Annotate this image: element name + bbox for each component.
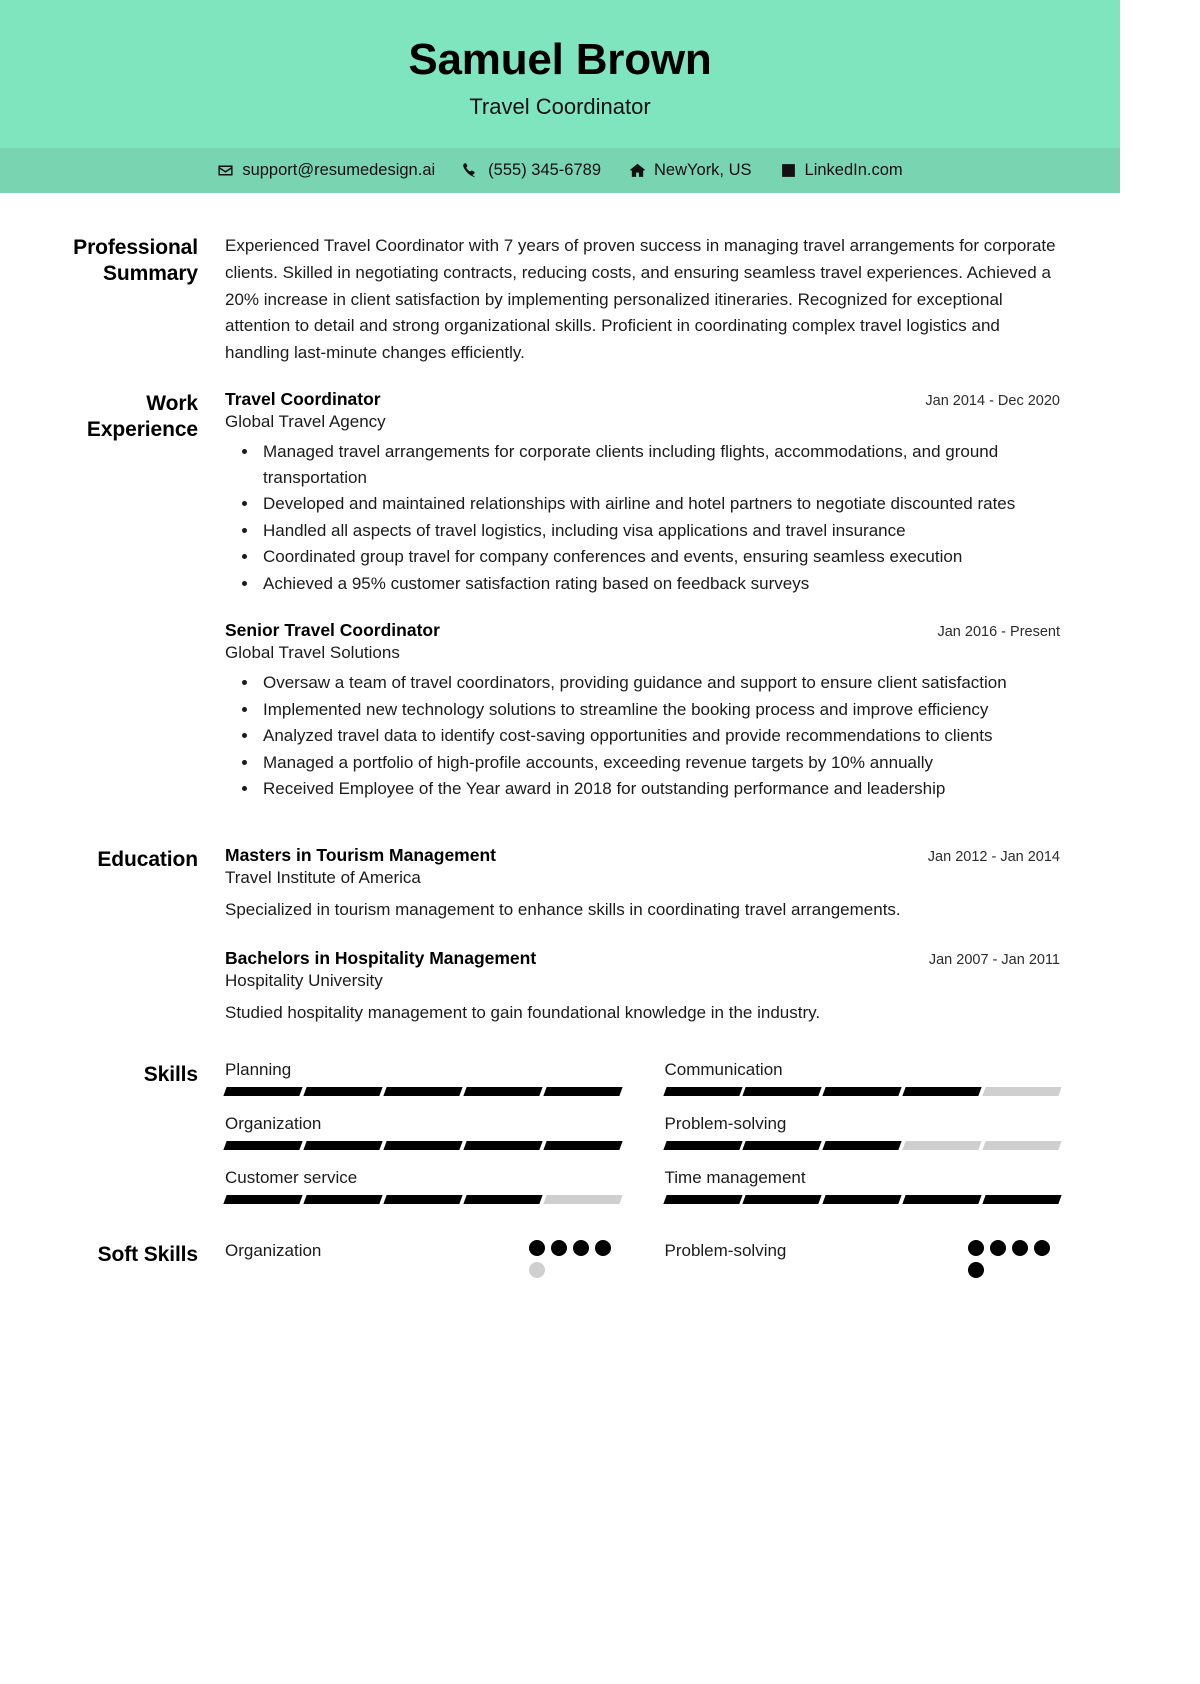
soft-skill-dot [1012, 1240, 1028, 1256]
education-entry [225, 845, 1060, 923]
skill-item [665, 1168, 1061, 1204]
skill-level-segment [982, 1195, 1061, 1204]
soft-skill-dot [573, 1240, 589, 1256]
skill-level-segment [543, 1141, 622, 1150]
skill-level-segment [383, 1195, 462, 1204]
soft-skill-rating [968, 1240, 1060, 1278]
education-dates: Jan 2012 - Jan 2014 [927, 848, 1060, 865]
contact-linkedin-text: LinkedIn.com [804, 160, 903, 179]
education-body [225, 845, 1060, 1026]
work-bullet: • Managed travel arrangements for corporate clients including flights, accommodations, and ground transportation [259, 439, 1060, 490]
skill-level-bar [225, 1195, 621, 1204]
skill-level-segment [223, 1195, 302, 1204]
envelope-icon [217, 162, 234, 179]
section-label-soft-skills: Soft Skills [97, 1242, 198, 1266]
contact-phone-text: (555) 345-6789 [488, 160, 602, 179]
resume-content [0, 193, 1120, 1324]
summary-body [225, 233, 1060, 367]
skill-level-segment [982, 1087, 1061, 1096]
soft-skill-dot [968, 1240, 984, 1256]
skill-name: Organization [225, 1113, 322, 1133]
work-bullet: • Received Employee of the Year award in 2018 for outstanding performance and leadership [259, 776, 1060, 802]
resume-header [0, 0, 1120, 148]
skills-grid [225, 1060, 1060, 1204]
skill-level-segment [663, 1195, 742, 1204]
section-skills [60, 1060, 1060, 1204]
skill-level-bar [225, 1141, 621, 1150]
phone-icon [463, 162, 480, 179]
skill-level-segment [823, 1141, 902, 1150]
education-school: Hospitality University [225, 971, 383, 991]
candidate-name: Samuel Brown [408, 35, 712, 84]
soft-skills-body [225, 1240, 1060, 1278]
work-dates: Jan 2014 - Dec 2020 [925, 393, 1060, 410]
work-entry-head [225, 620, 1060, 641]
education-description: Specialized in tourism management to enhance skills in coordinating travel arrangements. [225, 899, 901, 919]
skill-level-bar [665, 1087, 1061, 1096]
summary-text: Experienced Travel Coordinator with 7 years of proven success in managing travel arrangements for corporate clients. Skilled in negotiating contracts, reducing costs, and ensuring seamless travel experiences. Achieved a 20% increase in client satisfaction by implementing personalized itineraries. Recognized for exceptional attention to detail and strong organizational skills. Proficient in coordinating complex travel logistics and handling last-minute changes efficiently. [225, 235, 1056, 363]
home-icon [629, 162, 646, 179]
work-bullet: • Coordinated group travel for company conferences and events, ensuring seamless execution [259, 544, 1060, 570]
soft-skill-item [665, 1240, 1061, 1278]
work-entry [225, 389, 1060, 596]
work-organization: Global Travel Agency [225, 412, 386, 432]
skill-level-bar [225, 1087, 621, 1096]
section-soft-skills [60, 1240, 1060, 1278]
contact-email-text: support@resumedesign.ai [242, 160, 436, 179]
skill-level-segment [383, 1141, 462, 1150]
section-label-skills: Skills [143, 1062, 198, 1086]
work-role: Senior Travel Coordinator [225, 620, 440, 641]
section-education [60, 845, 1060, 1026]
work-dates: Jan 2016 - Present [937, 624, 1060, 641]
education-dates: Jan 2007 - Jan 2011 [928, 952, 1060, 969]
section-work-experience [60, 389, 1060, 803]
skill-level-segment [543, 1195, 622, 1204]
contact-phone[interactable] [463, 161, 601, 180]
education-entry [225, 948, 1060, 1026]
skill-level-segment [982, 1141, 1061, 1150]
work-bullets [225, 439, 1060, 596]
skill-level-segment [663, 1141, 742, 1150]
soft-skill-dot [529, 1262, 545, 1278]
soft-skill-name: Problem-solving [664, 1240, 787, 1260]
soft-skill-rating [529, 1240, 621, 1278]
work-body [225, 389, 1060, 803]
soft-skill-dot [968, 1262, 984, 1278]
skill-name: Problem-solving [664, 1113, 787, 1133]
skill-level-segment [743, 1195, 822, 1204]
skill-level-segment [823, 1195, 902, 1204]
skill-level-segment [383, 1087, 462, 1096]
education-degree: Masters in Tourism Management [225, 844, 496, 865]
skill-level-segment [223, 1141, 302, 1150]
skill-item [665, 1114, 1061, 1150]
work-bullets [225, 670, 1060, 802]
work-role: Travel Coordinator [225, 389, 381, 410]
skill-name: Communication [664, 1059, 783, 1079]
work-organization: Global Travel Solutions [225, 643, 400, 663]
contact-bar [0, 148, 1120, 193]
contact-location[interactable] [629, 161, 752, 180]
work-bullet: • Handled all aspects of travel logistics, including visa applications and travel insurance [259, 518, 1060, 544]
skill-level-segment [903, 1087, 982, 1096]
skill-level-segment [663, 1087, 742, 1096]
work-bullet: • Achieved a 95% customer satisfaction rating based on feedback surveys [259, 571, 1060, 597]
skill-level-segment [543, 1087, 622, 1096]
education-description: Studied hospitality management to gain foundational knowledge in the industry. [225, 1003, 821, 1023]
work-entry-head [225, 389, 1060, 410]
section-label-work: Work Experience [86, 392, 198, 441]
contact-linkedin[interactable] [780, 161, 903, 180]
education-entry-head [225, 845, 1060, 866]
linkedin-icon [780, 162, 797, 179]
skill-level-bar [665, 1195, 1061, 1204]
skill-level-segment [903, 1141, 982, 1150]
soft-skill-dot [1034, 1240, 1050, 1256]
skill-level-segment [223, 1087, 302, 1096]
skill-level-segment [823, 1087, 902, 1096]
soft-skill-dot [595, 1240, 611, 1256]
section-professional-summary [60, 233, 1060, 367]
soft-skill-dot [529, 1240, 545, 1256]
skill-item [225, 1168, 621, 1204]
work-bullet: • Analyzed travel data to identify cost-saving opportunities and provide recommendations to clients [259, 723, 1060, 749]
skill-level-segment [463, 1195, 542, 1204]
skill-item [665, 1060, 1061, 1096]
education-degree: Bachelors in Hospitality Management [225, 948, 537, 969]
skill-level-segment [303, 1087, 382, 1096]
skill-name: Time management [664, 1167, 806, 1187]
skill-level-segment [903, 1195, 982, 1204]
work-bullet: • Implemented new technology solutions to streamline the booking process and improve efficiency [259, 697, 1060, 723]
education-entry-head [225, 948, 1060, 969]
contact-location-text: NewYork, US [654, 160, 752, 179]
section-label-education: Education [97, 847, 198, 871]
section-label-summary: Professional Summary [73, 235, 198, 285]
education-school: Travel Institute of America [225, 867, 421, 887]
skill-level-segment [303, 1195, 382, 1204]
skills-body [225, 1060, 1060, 1204]
work-bullet: • Oversaw a team of travel coordinators, providing guidance and support to ensure client satisfaction [259, 670, 1060, 696]
soft-skill-item [225, 1240, 621, 1278]
skill-name: Planning [225, 1059, 292, 1079]
skill-name: Customer service [225, 1167, 358, 1187]
skill-level-segment [743, 1141, 822, 1150]
soft-skill-dot [551, 1240, 567, 1256]
skill-level-bar [665, 1141, 1061, 1150]
work-bullet: • Developed and maintained relationships with airline and hotel partners to negotiate discounted rates [259, 491, 1060, 517]
skill-level-segment [743, 1087, 822, 1096]
skill-item [225, 1114, 621, 1150]
contact-email[interactable] [217, 161, 435, 180]
skill-item [225, 1060, 621, 1096]
skill-level-segment [303, 1141, 382, 1150]
candidate-job-title: Travel Coordinator [469, 93, 651, 119]
skill-level-segment [463, 1087, 542, 1096]
soft-skills-grid [225, 1240, 1060, 1278]
skill-level-segment [463, 1141, 542, 1150]
work-bullet: • Managed a portfolio of high-profile accounts, exceeding revenue targets by 10% annually [259, 750, 1060, 776]
soft-skill-dot [990, 1240, 1006, 1256]
soft-skill-name: Organization [225, 1240, 322, 1260]
work-entry [225, 620, 1060, 802]
